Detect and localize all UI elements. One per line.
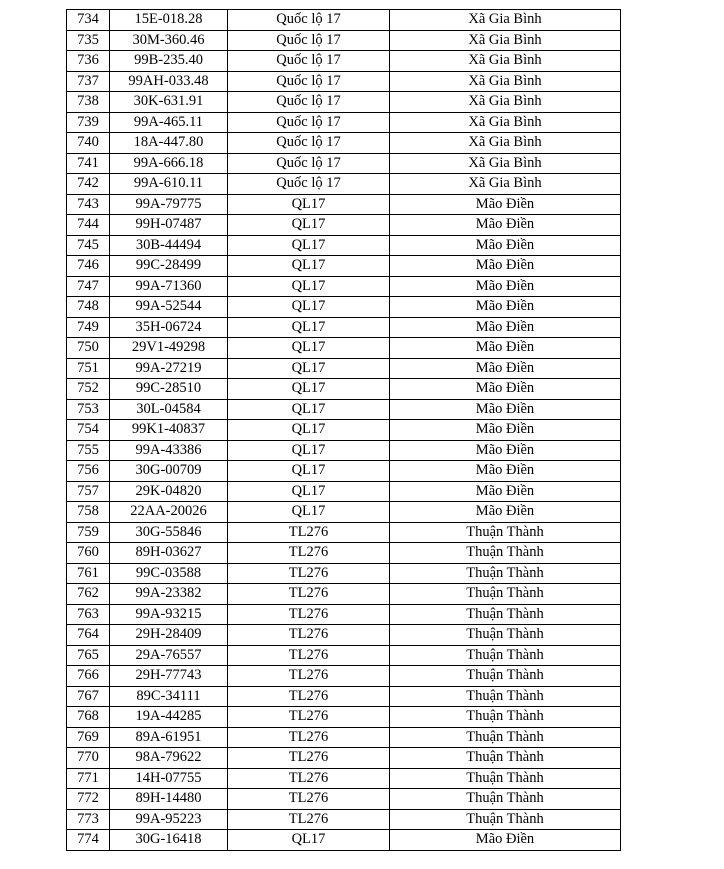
row-number: 752 [67, 379, 110, 400]
location-name: Thuận Thành [390, 686, 621, 707]
license-plate: 89C-34111 [110, 686, 228, 707]
license-plate: 99A-79775 [110, 194, 228, 215]
table-row [67, 543, 621, 564]
license-plate: 14H-07755 [110, 768, 228, 789]
row-number: 738 [67, 92, 110, 113]
license-plate: 30L-04584 [110, 399, 228, 420]
table-row [67, 522, 621, 543]
location-name: Mão Điền [390, 440, 621, 461]
license-plate: 99A-27219 [110, 358, 228, 379]
license-plate: 30G-00709 [110, 461, 228, 482]
location-name: Mão Điền [390, 399, 621, 420]
location-name: Mão Điền [390, 338, 621, 359]
location-name: Thuận Thành [390, 645, 621, 666]
road-name: TL276 [228, 522, 390, 543]
location-name: Thuận Thành [390, 604, 621, 625]
table-row [67, 153, 621, 174]
location-name: Xã Gia Bình [390, 10, 621, 31]
row-number: 760 [67, 543, 110, 564]
road-name: TL276 [228, 625, 390, 646]
road-name: Quốc lộ 17 [228, 133, 390, 154]
table-row [67, 686, 621, 707]
location-name: Thuận Thành [390, 666, 621, 687]
location-name: Mão Điền [390, 461, 621, 482]
license-plate: 22AA-20026 [110, 502, 228, 523]
license-plate: 99A-71360 [110, 276, 228, 297]
location-name: Mão Điền [390, 276, 621, 297]
location-name: Thuận Thành [390, 522, 621, 543]
table-row [67, 440, 621, 461]
table-row [67, 194, 621, 215]
license-plate: 99A-666.18 [110, 153, 228, 174]
road-name: TL276 [228, 686, 390, 707]
location-name: Thuận Thành [390, 584, 621, 605]
table-row [67, 707, 621, 728]
location-name: Mão Điền [390, 481, 621, 502]
license-plate: 30G-16418 [110, 830, 228, 851]
table-row [67, 71, 621, 92]
row-number: 744 [67, 215, 110, 236]
row-number: 748 [67, 297, 110, 318]
road-name: TL276 [228, 645, 390, 666]
row-number: 763 [67, 604, 110, 625]
table-row [67, 112, 621, 133]
location-name: Mão Điền [390, 235, 621, 256]
location-name: Xã Gia Bình [390, 174, 621, 195]
location-name: Xã Gia Bình [390, 92, 621, 113]
location-name: Mão Điền [390, 358, 621, 379]
license-plate: 99B-235.40 [110, 51, 228, 72]
table-row [67, 399, 621, 420]
table-row [67, 317, 621, 338]
table-row [67, 51, 621, 72]
location-name: Xã Gia Bình [390, 30, 621, 51]
road-name: QL17 [228, 830, 390, 851]
license-plate: 99A-95223 [110, 809, 228, 830]
road-name: TL276 [228, 707, 390, 728]
license-plate: 89H-14480 [110, 789, 228, 810]
road-name: Quốc lộ 17 [228, 10, 390, 31]
table-row [67, 768, 621, 789]
row-number: 753 [67, 399, 110, 420]
license-plate: 30G-55846 [110, 522, 228, 543]
road-name: Quốc lộ 17 [228, 71, 390, 92]
location-name: Thuận Thành [390, 625, 621, 646]
road-name: TL276 [228, 809, 390, 830]
row-number: 757 [67, 481, 110, 502]
road-name: TL276 [228, 543, 390, 564]
table-row [67, 379, 621, 400]
table-row [67, 666, 621, 687]
location-name: Thuận Thành [390, 789, 621, 810]
table-row [67, 789, 621, 810]
license-plate: 99C-28510 [110, 379, 228, 400]
location-name: Xã Gia Bình [390, 51, 621, 72]
location-name: Thuận Thành [390, 748, 621, 769]
road-name: QL17 [228, 215, 390, 236]
table-row [67, 481, 621, 502]
location-name: Xã Gia Bình [390, 71, 621, 92]
location-name: Thuận Thành [390, 809, 621, 830]
location-name: Mão Điền [390, 830, 621, 851]
road-name: QL17 [228, 256, 390, 277]
license-plate: 15E-018.28 [110, 10, 228, 31]
row-number: 764 [67, 625, 110, 646]
license-plate: 99K1-40837 [110, 420, 228, 441]
row-number: 736 [67, 51, 110, 72]
row-number: 755 [67, 440, 110, 461]
location-name: Mão Điền [390, 420, 621, 441]
table-row [67, 133, 621, 154]
license-plate: 99A-43386 [110, 440, 228, 461]
location-name: Xã Gia Bình [390, 112, 621, 133]
location-name: Thuận Thành [390, 543, 621, 564]
table-row [67, 215, 621, 236]
road-name: Quốc lộ 17 [228, 174, 390, 195]
table-row [67, 809, 621, 830]
location-name: Thuận Thành [390, 768, 621, 789]
road-name: Quốc lộ 17 [228, 51, 390, 72]
table-row [67, 256, 621, 277]
location-name: Mão Điền [390, 317, 621, 338]
license-plate: 30K-631.91 [110, 92, 228, 113]
row-number: 749 [67, 317, 110, 338]
row-number: 758 [67, 502, 110, 523]
table-row [67, 10, 621, 31]
road-name: TL276 [228, 563, 390, 584]
license-plate: 29H-77743 [110, 666, 228, 687]
road-name: TL276 [228, 584, 390, 605]
row-number: 746 [67, 256, 110, 277]
license-plate: 18A-447.80 [110, 133, 228, 154]
row-number: 773 [67, 809, 110, 830]
row-number: 761 [67, 563, 110, 584]
location-name: Mão Điền [390, 215, 621, 236]
row-number: 770 [67, 748, 110, 769]
table-row [67, 338, 621, 359]
location-name: Mão Điền [390, 379, 621, 400]
location-name: Mão Điền [390, 194, 621, 215]
row-number: 771 [67, 768, 110, 789]
road-name: QL17 [228, 297, 390, 318]
row-number: 734 [67, 10, 110, 31]
table-row [67, 502, 621, 523]
road-name: QL17 [228, 502, 390, 523]
license-plate: 30B-44494 [110, 235, 228, 256]
row-number: 751 [67, 358, 110, 379]
row-number: 745 [67, 235, 110, 256]
row-number: 766 [67, 666, 110, 687]
table-row [67, 30, 621, 51]
road-name: QL17 [228, 338, 390, 359]
row-number: 750 [67, 338, 110, 359]
table-row [67, 584, 621, 605]
location-name: Mão Điền [390, 502, 621, 523]
road-name: TL276 [228, 666, 390, 687]
license-plate: 19A-44285 [110, 707, 228, 728]
road-name: QL17 [228, 379, 390, 400]
location-name: Mão Điền [390, 297, 621, 318]
table-row [67, 748, 621, 769]
license-plate: 30M-360.46 [110, 30, 228, 51]
row-number: 768 [67, 707, 110, 728]
table-row [67, 358, 621, 379]
license-plate: 99A-52544 [110, 297, 228, 318]
violation-table [66, 9, 621, 851]
table-row [67, 830, 621, 851]
row-number: 735 [67, 30, 110, 51]
table-row [67, 563, 621, 584]
road-name: TL276 [228, 748, 390, 769]
location-name: Thuận Thành [390, 707, 621, 728]
road-name: QL17 [228, 481, 390, 502]
row-number: 747 [67, 276, 110, 297]
license-plate: 29K-04820 [110, 481, 228, 502]
road-name: QL17 [228, 276, 390, 297]
license-plate: 89A-61951 [110, 727, 228, 748]
license-plate: 35H-06724 [110, 317, 228, 338]
row-number: 743 [67, 194, 110, 215]
row-number: 756 [67, 461, 110, 482]
license-plate: 99A-465.11 [110, 112, 228, 133]
road-name: QL17 [228, 235, 390, 256]
road-name: TL276 [228, 604, 390, 625]
license-plate: 98A-79622 [110, 748, 228, 769]
row-number: 759 [67, 522, 110, 543]
road-name: QL17 [228, 317, 390, 338]
road-name: QL17 [228, 194, 390, 215]
location-name: Xã Gia Bình [390, 153, 621, 174]
location-name: Thuận Thành [390, 563, 621, 584]
license-plate: 29V1-49298 [110, 338, 228, 359]
table-row [67, 625, 621, 646]
table-row [67, 461, 621, 482]
license-plate: 89H-03627 [110, 543, 228, 564]
road-name: Quốc lộ 17 [228, 92, 390, 113]
license-plate: 29A-76557 [110, 645, 228, 666]
license-plate: 99A-610.11 [110, 174, 228, 195]
road-name: TL276 [228, 727, 390, 748]
license-plate: 99AH-033.48 [110, 71, 228, 92]
table-row [67, 297, 621, 318]
row-number: 742 [67, 174, 110, 195]
road-name: QL17 [228, 440, 390, 461]
license-plate: 99C-03588 [110, 563, 228, 584]
license-plate: 99A-93215 [110, 604, 228, 625]
table-row [67, 604, 621, 625]
row-number: 769 [67, 727, 110, 748]
row-number: 762 [67, 584, 110, 605]
row-number: 741 [67, 153, 110, 174]
table-row [67, 92, 621, 113]
table-row [67, 645, 621, 666]
row-number: 739 [67, 112, 110, 133]
road-name: QL17 [228, 420, 390, 441]
road-name: QL17 [228, 358, 390, 379]
row-number: 765 [67, 645, 110, 666]
road-name: QL17 [228, 461, 390, 482]
road-name: Quốc lộ 17 [228, 153, 390, 174]
table-row [67, 420, 621, 441]
row-number: 754 [67, 420, 110, 441]
table-row [67, 727, 621, 748]
road-name: TL276 [228, 789, 390, 810]
road-name: Quốc lộ 17 [228, 112, 390, 133]
road-name: TL276 [228, 768, 390, 789]
row-number: 772 [67, 789, 110, 810]
location-name: Mão Điền [390, 256, 621, 277]
license-plate: 99A-23382 [110, 584, 228, 605]
location-name: Thuận Thành [390, 727, 621, 748]
road-name: QL17 [228, 399, 390, 420]
road-name: Quốc lộ 17 [228, 30, 390, 51]
table-row [67, 276, 621, 297]
row-number: 767 [67, 686, 110, 707]
row-number: 740 [67, 133, 110, 154]
table-body [67, 10, 621, 851]
table-row [67, 235, 621, 256]
location-name: Xã Gia Bình [390, 133, 621, 154]
license-plate: 29H-28409 [110, 625, 228, 646]
license-plate: 99C-28499 [110, 256, 228, 277]
row-number: 774 [67, 830, 110, 851]
table-row [67, 174, 621, 195]
license-plate: 99H-07487 [110, 215, 228, 236]
row-number: 737 [67, 71, 110, 92]
